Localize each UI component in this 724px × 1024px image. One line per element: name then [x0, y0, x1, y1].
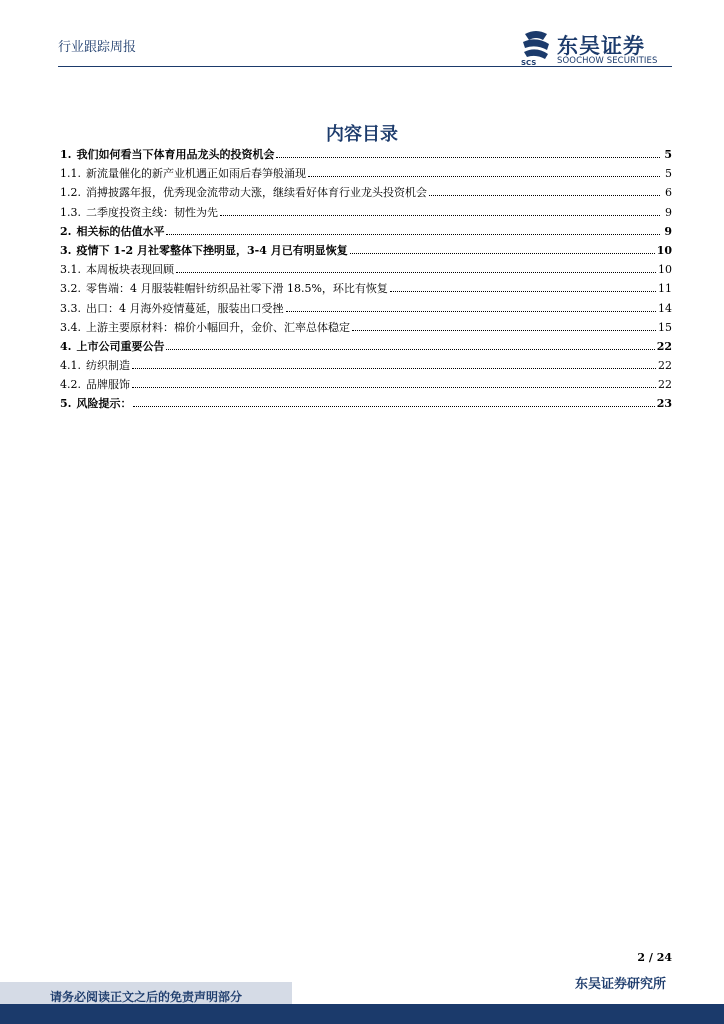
toc-entry[interactable]	[60, 204, 672, 223]
toc-entry[interactable]	[60, 280, 672, 299]
toc-dot-leader	[166, 233, 660, 235]
toc-entry-title: 二季度投资主线：韧性为先	[86, 205, 218, 219]
toc-dot-leader	[350, 252, 655, 254]
toc-entry-number: 4.1.	[60, 359, 81, 373]
toc-dot-leader	[220, 214, 660, 216]
toc-entry-page: 22	[658, 359, 672, 373]
research-institute-name: 东吴证券研究所	[574, 977, 666, 992]
toc-entry-number: 1.3.	[60, 205, 81, 219]
toc-entry[interactable]	[60, 395, 672, 414]
toc-dot-leader	[286, 310, 657, 312]
toc-dot-leader	[429, 194, 660, 196]
toc-entry-page: 23	[656, 397, 672, 411]
toc-entry-title: 风险提示：	[76, 397, 132, 411]
toc-entry[interactable]	[60, 146, 672, 165]
toc-entry-title: 纺织制造	[86, 359, 130, 373]
toc-entry[interactable]	[60, 357, 672, 376]
report-type-label: 行业跟踪周报	[58, 40, 137, 55]
toc-entry-number: 3.2.	[60, 282, 81, 296]
toc-dot-leader	[390, 290, 656, 292]
toc-entry-page: 14	[658, 301, 672, 315]
toc-entry-title: 相关标的估值水平	[76, 224, 165, 238]
toc-entry[interactable]	[60, 261, 672, 280]
toc-entry-title: 消搏披露年报，优秀现金流带动大涨，继续看好体育行业龙头投资机会	[86, 186, 427, 200]
toc-dot-leader	[176, 271, 656, 273]
toc-entry-page: 5	[665, 167, 672, 181]
header-divider	[58, 66, 672, 67]
toc-entry[interactable]	[60, 300, 672, 319]
toc-entry-title: 疫情下 1-2 月社零整体下挫明显，3-4 月已有明显恢复	[76, 243, 348, 257]
soochow-logo-icon	[519, 30, 553, 66]
toc-entry-page: 22	[658, 378, 672, 392]
toc-entry-page: 15	[658, 320, 672, 334]
toc-dot-leader	[132, 367, 656, 369]
toc-title: 内容目录	[326, 124, 398, 145]
page-number: 2 / 24	[637, 951, 672, 964]
toc-entry-title: 上市公司重要公告	[76, 339, 165, 353]
logo-chinese-name: 东吴证券	[557, 34, 645, 58]
toc-entry-number: 2.	[60, 224, 72, 238]
footer-band	[0, 1004, 724, 1024]
toc-entry[interactable]	[60, 165, 672, 184]
toc-entry-page: 10	[656, 243, 672, 257]
toc-entry-page: 10	[658, 263, 672, 277]
toc-entry[interactable]	[60, 223, 672, 242]
toc-entry-page: 22	[656, 339, 672, 353]
toc-entry-number: 3.1.	[60, 263, 81, 277]
toc-entry[interactable]	[60, 184, 672, 203]
toc-dot-leader	[166, 348, 654, 350]
toc-dot-leader	[133, 405, 654, 407]
toc-entry-number: 4.2.	[60, 378, 81, 392]
toc-dot-leader	[308, 175, 660, 177]
toc-dot-leader	[132, 386, 656, 388]
toc-entry-title: 上游主要原材料：棉价小幅回升，金价、汇率总体稳定	[86, 320, 350, 334]
toc-entry[interactable]	[60, 376, 672, 395]
svg-text:SCS: SCS	[521, 59, 537, 66]
company-logo	[519, 30, 669, 68]
toc-entry-title: 出口：4 月海外疫情蔓延，服装出口受挫	[86, 301, 284, 315]
toc-entry-title: 我们如何看当下体育用品龙头的投资机会	[76, 148, 275, 161]
toc-entry-number: 3.4.	[60, 320, 81, 334]
toc-entry-title: 零售端：4 月服装鞋帽针纺织品社零下滑 18.5%，环比有恢复	[86, 282, 388, 296]
toc-entry-page: 9	[665, 205, 672, 219]
toc-entry[interactable]	[60, 242, 672, 261]
toc-entry-number: 1.	[60, 148, 72, 161]
toc-entry-number: 1.1.	[60, 167, 81, 181]
toc-entry-page: 11	[658, 282, 672, 296]
toc-entry-title: 品牌服饰	[86, 378, 130, 392]
toc-entry[interactable]	[60, 338, 672, 357]
toc-entry-number: 5.	[60, 397, 72, 411]
toc-entry-title: 本周板块表现回顾	[86, 263, 174, 277]
toc-entry-number: 3.	[60, 243, 72, 257]
toc-dot-leader	[276, 156, 660, 158]
toc-entry-title: 新流量催化的新产业机遇正如雨后春笋般涌现	[86, 167, 306, 181]
toc-entry-number: 4.	[60, 339, 72, 353]
toc-entry[interactable]	[60, 319, 672, 338]
table-of-contents	[60, 146, 672, 415]
toc-dot-leader	[352, 329, 656, 331]
toc-entry-number: 3.3.	[60, 301, 81, 315]
toc-entry-page: 6	[665, 186, 672, 200]
logo-english-name: SOOCHOW SECURITIES	[557, 56, 658, 66]
disclaimer-text: 请务必阅读正文之后的免责声明部分	[50, 990, 243, 1004]
toc-entry-page: 5	[664, 148, 672, 161]
toc-entry-page: 9	[664, 224, 672, 238]
toc-entry-number: 1.2.	[60, 186, 81, 200]
